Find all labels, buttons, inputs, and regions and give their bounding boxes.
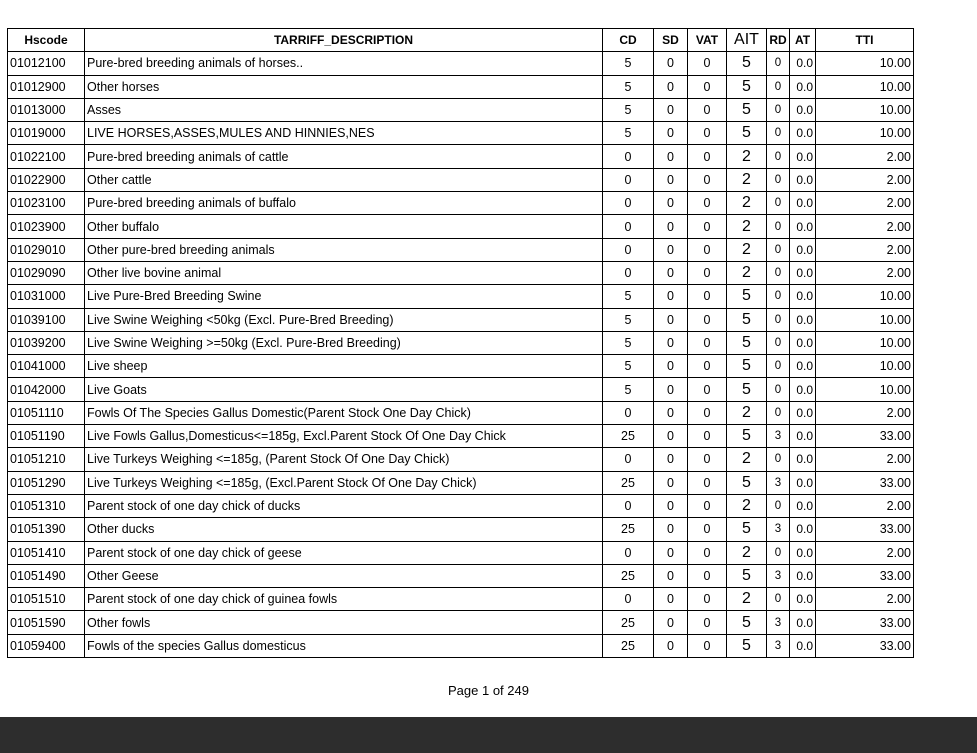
cell-at: 0.0 — [790, 401, 816, 424]
cell-tti: 2.00 — [816, 541, 914, 564]
header-tti: TTI — [816, 29, 914, 52]
cell-hscode: 01039100 — [8, 308, 85, 331]
cell-vat: 0 — [688, 52, 727, 75]
cell-at: 0.0 — [790, 168, 816, 191]
cell-at: 0.0 — [790, 564, 816, 587]
cell-description: Other Geese — [85, 564, 603, 587]
cell-tti: 2.00 — [816, 192, 914, 215]
cell-description: Pure-bred breeding animals of cattle — [85, 145, 603, 168]
cell-at: 0.0 — [790, 518, 816, 541]
cell-ait: 5 — [727, 634, 767, 657]
cell-rd: 0 — [767, 285, 790, 308]
cell-cd: 5 — [603, 285, 654, 308]
cell-hscode: 01051110 — [8, 401, 85, 424]
cell-description: Asses — [85, 98, 603, 121]
cell-sd: 0 — [654, 285, 688, 308]
cell-rd: 0 — [767, 448, 790, 471]
cell-description: Parent stock of one day chick of guinea fowls — [85, 588, 603, 611]
cell-ait: 5 — [727, 355, 767, 378]
cell-sd: 0 — [654, 494, 688, 517]
header-rd: RD — [767, 29, 790, 52]
table-row — [8, 215, 914, 238]
cell-ait: 2 — [727, 261, 767, 284]
cell-description: Live sheep — [85, 355, 603, 378]
cell-rd: 0 — [767, 401, 790, 424]
cell-description: Other live bovine animal — [85, 261, 603, 284]
cell-hscode: 01013000 — [8, 98, 85, 121]
cell-rd: 3 — [767, 611, 790, 634]
cell-rd: 0 — [767, 122, 790, 145]
table-row — [8, 238, 914, 261]
cell-at: 0.0 — [790, 308, 816, 331]
cell-description: Other cattle — [85, 168, 603, 191]
cell-cd: 25 — [603, 634, 654, 657]
cell-vat: 0 — [688, 215, 727, 238]
cell-hscode: 01022900 — [8, 168, 85, 191]
cell-cd: 5 — [603, 122, 654, 145]
table-row — [8, 261, 914, 284]
cell-hscode: 01059400 — [8, 634, 85, 657]
table-row — [8, 331, 914, 354]
cell-cd: 5 — [603, 75, 654, 98]
cell-sd: 0 — [654, 75, 688, 98]
cell-tti: 10.00 — [816, 331, 914, 354]
cell-rd: 0 — [767, 192, 790, 215]
header-ait: AIT — [727, 29, 767, 52]
cell-tti: 2.00 — [816, 588, 914, 611]
cell-tti: 33.00 — [816, 518, 914, 541]
table-row — [8, 52, 914, 75]
cell-description: Live Fowls Gallus,Domesticus<=185g, Excl.Parent Stock Of One Day Chick — [85, 425, 603, 448]
cell-cd: 0 — [603, 541, 654, 564]
cell-at: 0.0 — [790, 122, 816, 145]
cell-cd: 25 — [603, 425, 654, 448]
table-row — [8, 145, 914, 168]
cell-description: Live Swine Weighing >=50kg (Excl. Pure-Bred Breeding) — [85, 331, 603, 354]
cell-at: 0.0 — [790, 541, 816, 564]
table-row — [8, 448, 914, 471]
cell-vat: 0 — [688, 448, 727, 471]
cell-ait: 5 — [727, 308, 767, 331]
cell-sd: 0 — [654, 588, 688, 611]
header-vat: VAT — [688, 29, 727, 52]
cell-at: 0.0 — [790, 588, 816, 611]
cell-vat: 0 — [688, 145, 727, 168]
cell-hscode: 01051410 — [8, 541, 85, 564]
header-hscode: Hscode — [8, 29, 85, 52]
cell-tti: 33.00 — [816, 564, 914, 587]
cell-sd: 0 — [654, 98, 688, 121]
cell-tti: 10.00 — [816, 285, 914, 308]
cell-sd: 0 — [654, 611, 688, 634]
cell-rd: 0 — [767, 168, 790, 191]
cell-vat: 0 — [688, 471, 727, 494]
cell-description: Live Turkeys Weighing <=185g, (Parent Stock Of One Day Chick) — [85, 448, 603, 471]
cell-tti: 2.00 — [816, 494, 914, 517]
cell-vat: 0 — [688, 588, 727, 611]
cell-sd: 0 — [654, 308, 688, 331]
cell-rd: 0 — [767, 238, 790, 261]
cell-vat: 0 — [688, 331, 727, 354]
table-row — [8, 98, 914, 121]
table-row — [8, 541, 914, 564]
cell-cd: 0 — [603, 448, 654, 471]
cell-cd: 5 — [603, 331, 654, 354]
tariff-table — [7, 28, 914, 658]
cell-vat: 0 — [688, 122, 727, 145]
cell-hscode: 01023900 — [8, 215, 85, 238]
cell-tti: 10.00 — [816, 355, 914, 378]
table-row — [8, 425, 914, 448]
cell-description: Other pure-bred breeding animals — [85, 238, 603, 261]
table-row — [8, 588, 914, 611]
cell-sd: 0 — [654, 52, 688, 75]
table-row — [8, 285, 914, 308]
cell-vat: 0 — [688, 541, 727, 564]
cell-cd: 0 — [603, 261, 654, 284]
cell-tti: 2.00 — [816, 145, 914, 168]
cell-rd: 0 — [767, 145, 790, 168]
cell-sd: 0 — [654, 471, 688, 494]
table-header-row — [8, 29, 914, 52]
cell-vat: 0 — [688, 192, 727, 215]
cell-cd: 0 — [603, 145, 654, 168]
cell-description: Live Goats — [85, 378, 603, 401]
cell-cd: 5 — [603, 52, 654, 75]
cell-at: 0.0 — [790, 261, 816, 284]
cell-sd: 0 — [654, 215, 688, 238]
cell-rd: 0 — [767, 98, 790, 121]
cell-vat: 0 — [688, 285, 727, 308]
cell-description: Live Pure-Bred Breeding Swine — [85, 285, 603, 308]
cell-sd: 0 — [654, 192, 688, 215]
cell-at: 0.0 — [790, 471, 816, 494]
cell-vat: 0 — [688, 261, 727, 284]
cell-description: Fowls of the species Gallus domesticus — [85, 634, 603, 657]
cell-tti: 10.00 — [816, 378, 914, 401]
viewer-toolbar — [0, 717, 977, 753]
cell-hscode: 01031000 — [8, 285, 85, 308]
cell-ait: 5 — [727, 611, 767, 634]
cell-rd: 0 — [767, 75, 790, 98]
cell-ait: 5 — [727, 564, 767, 587]
cell-sd: 0 — [654, 122, 688, 145]
header-cd: CD — [603, 29, 654, 52]
cell-ait: 2 — [727, 168, 767, 191]
cell-ait: 2 — [727, 541, 767, 564]
cell-ait: 2 — [727, 238, 767, 261]
cell-sd: 0 — [654, 168, 688, 191]
cell-hscode: 01012900 — [8, 75, 85, 98]
cell-tti: 2.00 — [816, 448, 914, 471]
cell-cd: 25 — [603, 518, 654, 541]
cell-vat: 0 — [688, 494, 727, 517]
cell-at: 0.0 — [790, 215, 816, 238]
cell-ait: 2 — [727, 215, 767, 238]
cell-hscode: 01041000 — [8, 355, 85, 378]
cell-description: Other ducks — [85, 518, 603, 541]
cell-rd: 0 — [767, 378, 790, 401]
cell-hscode: 01051390 — [8, 518, 85, 541]
cell-rd: 0 — [767, 308, 790, 331]
cell-hscode: 01051210 — [8, 448, 85, 471]
table-row — [8, 634, 914, 657]
table-row — [8, 168, 914, 191]
cell-tti: 2.00 — [816, 215, 914, 238]
cell-cd: 0 — [603, 215, 654, 238]
table-row — [8, 75, 914, 98]
header-sd: SD — [654, 29, 688, 52]
cell-ait: 2 — [727, 588, 767, 611]
table-row — [8, 471, 914, 494]
cell-tti: 33.00 — [816, 611, 914, 634]
cell-description: Other buffalo — [85, 215, 603, 238]
table-row — [8, 401, 914, 424]
cell-tti: 33.00 — [816, 425, 914, 448]
cell-ait: 2 — [727, 494, 767, 517]
cell-cd: 25 — [603, 611, 654, 634]
cell-at: 0.0 — [790, 285, 816, 308]
cell-sd: 0 — [654, 518, 688, 541]
cell-hscode: 01023100 — [8, 192, 85, 215]
cell-vat: 0 — [688, 518, 727, 541]
cell-tti: 10.00 — [816, 75, 914, 98]
cell-ait: 5 — [727, 98, 767, 121]
cell-at: 0.0 — [790, 611, 816, 634]
cell-description: Other horses — [85, 75, 603, 98]
cell-cd: 25 — [603, 471, 654, 494]
cell-sd: 0 — [654, 378, 688, 401]
cell-vat: 0 — [688, 611, 727, 634]
cell-vat: 0 — [688, 308, 727, 331]
cell-at: 0.0 — [790, 355, 816, 378]
cell-hscode: 01042000 — [8, 378, 85, 401]
cell-cd: 0 — [603, 401, 654, 424]
cell-at: 0.0 — [790, 378, 816, 401]
cell-rd: 0 — [767, 261, 790, 284]
cell-rd: 0 — [767, 355, 790, 378]
cell-cd: 0 — [603, 588, 654, 611]
cell-rd: 0 — [767, 331, 790, 354]
cell-ait: 5 — [727, 52, 767, 75]
cell-cd: 5 — [603, 98, 654, 121]
cell-ait: 5 — [727, 471, 767, 494]
cell-description: Fowls Of The Species Gallus Domestic(Parent Stock One Day Chick) — [85, 401, 603, 424]
cell-at: 0.0 — [790, 98, 816, 121]
cell-cd: 0 — [603, 494, 654, 517]
cell-rd: 3 — [767, 471, 790, 494]
cell-description: Live Turkeys Weighing <=185g, (Excl.Parent Stock Of One Day Chick) — [85, 471, 603, 494]
table-row — [8, 122, 914, 145]
cell-ait: 2 — [727, 192, 767, 215]
cell-vat: 0 — [688, 238, 727, 261]
cell-rd: 0 — [767, 215, 790, 238]
cell-ait: 5 — [727, 75, 767, 98]
cell-tti: 2.00 — [816, 401, 914, 424]
cell-at: 0.0 — [790, 238, 816, 261]
cell-tti: 2.00 — [816, 168, 914, 191]
cell-ait: 5 — [727, 425, 767, 448]
cell-ait: 5 — [727, 122, 767, 145]
cell-hscode: 01019000 — [8, 122, 85, 145]
cell-ait: 5 — [727, 378, 767, 401]
cell-vat: 0 — [688, 75, 727, 98]
cell-at: 0.0 — [790, 634, 816, 657]
table-row — [8, 518, 914, 541]
cell-sd: 0 — [654, 541, 688, 564]
cell-rd: 3 — [767, 425, 790, 448]
cell-vat: 0 — [688, 98, 727, 121]
cell-hscode: 01051290 — [8, 471, 85, 494]
cell-description: Parent stock of one day chick of geese — [85, 541, 603, 564]
cell-sd: 0 — [654, 355, 688, 378]
cell-description: LIVE HORSES,ASSES,MULES AND HINNIES,NES — [85, 122, 603, 145]
cell-hscode: 01029090 — [8, 261, 85, 284]
header-at: AT — [790, 29, 816, 52]
table-row — [8, 611, 914, 634]
cell-at: 0.0 — [790, 331, 816, 354]
cell-ait: 5 — [727, 331, 767, 354]
cell-vat: 0 — [688, 564, 727, 587]
cell-tti: 10.00 — [816, 308, 914, 331]
cell-description: Pure-bred breeding animals of buffalo — [85, 192, 603, 215]
cell-rd: 0 — [767, 588, 790, 611]
cell-sd: 0 — [654, 634, 688, 657]
cell-description: Other fowls — [85, 611, 603, 634]
cell-sd: 0 — [654, 261, 688, 284]
cell-description: Parent stock of one day chick of ducks — [85, 494, 603, 517]
cell-sd: 0 — [654, 564, 688, 587]
cell-at: 0.0 — [790, 425, 816, 448]
cell-tti: 10.00 — [816, 122, 914, 145]
cell-vat: 0 — [688, 634, 727, 657]
cell-hscode: 01039200 — [8, 331, 85, 354]
cell-rd: 3 — [767, 564, 790, 587]
cell-tti: 2.00 — [816, 261, 914, 284]
cell-hscode: 01029010 — [8, 238, 85, 261]
cell-tti: 2.00 — [816, 238, 914, 261]
cell-cd: 25 — [603, 564, 654, 587]
cell-vat: 0 — [688, 168, 727, 191]
cell-sd: 0 — [654, 425, 688, 448]
cell-cd: 5 — [603, 355, 654, 378]
cell-cd: 0 — [603, 192, 654, 215]
cell-sd: 0 — [654, 401, 688, 424]
header-description: TARRIFF_DESCRIPTION — [85, 29, 603, 52]
cell-sd: 0 — [654, 331, 688, 354]
cell-hscode: 01051590 — [8, 611, 85, 634]
cell-rd: 3 — [767, 634, 790, 657]
cell-cd: 5 — [603, 308, 654, 331]
cell-ait: 2 — [727, 145, 767, 168]
cell-at: 0.0 — [790, 75, 816, 98]
cell-tti: 10.00 — [816, 98, 914, 121]
cell-sd: 0 — [654, 448, 688, 471]
cell-cd: 5 — [603, 378, 654, 401]
cell-ait: 2 — [727, 448, 767, 471]
cell-rd: 0 — [767, 52, 790, 75]
cell-tti: 10.00 — [816, 52, 914, 75]
table-row — [8, 378, 914, 401]
cell-description: Live Swine Weighing <50kg (Excl. Pure-Bred Breeding) — [85, 308, 603, 331]
cell-description: Pure-bred breeding animals of horses.. — [85, 52, 603, 75]
cell-at: 0.0 — [790, 145, 816, 168]
cell-vat: 0 — [688, 425, 727, 448]
cell-hscode: 01051510 — [8, 588, 85, 611]
cell-rd: 0 — [767, 541, 790, 564]
cell-hscode: 01022100 — [8, 145, 85, 168]
table-row — [8, 308, 914, 331]
table-row — [8, 192, 914, 215]
cell-rd: 0 — [767, 494, 790, 517]
cell-rd: 3 — [767, 518, 790, 541]
table-row — [8, 355, 914, 378]
page-number: Page 1 of 249 — [448, 683, 529, 698]
cell-tti: 33.00 — [816, 634, 914, 657]
cell-hscode: 01051310 — [8, 494, 85, 517]
cell-ait: 5 — [727, 518, 767, 541]
cell-vat: 0 — [688, 378, 727, 401]
table-row — [8, 564, 914, 587]
cell-cd: 0 — [603, 168, 654, 191]
cell-vat: 0 — [688, 355, 727, 378]
cell-vat: 0 — [688, 401, 727, 424]
cell-cd: 0 — [603, 238, 654, 261]
table-body — [8, 52, 914, 658]
cell-at: 0.0 — [790, 52, 816, 75]
cell-hscode: 01051190 — [8, 425, 85, 448]
cell-at: 0.0 — [790, 448, 816, 471]
cell-tti: 33.00 — [816, 471, 914, 494]
cell-ait: 5 — [727, 285, 767, 308]
cell-sd: 0 — [654, 145, 688, 168]
cell-ait: 2 — [727, 401, 767, 424]
table-row — [8, 494, 914, 517]
cell-hscode: 01012100 — [8, 52, 85, 75]
cell-sd: 0 — [654, 238, 688, 261]
cell-at: 0.0 — [790, 192, 816, 215]
cell-hscode: 01051490 — [8, 564, 85, 587]
cell-at: 0.0 — [790, 494, 816, 517]
